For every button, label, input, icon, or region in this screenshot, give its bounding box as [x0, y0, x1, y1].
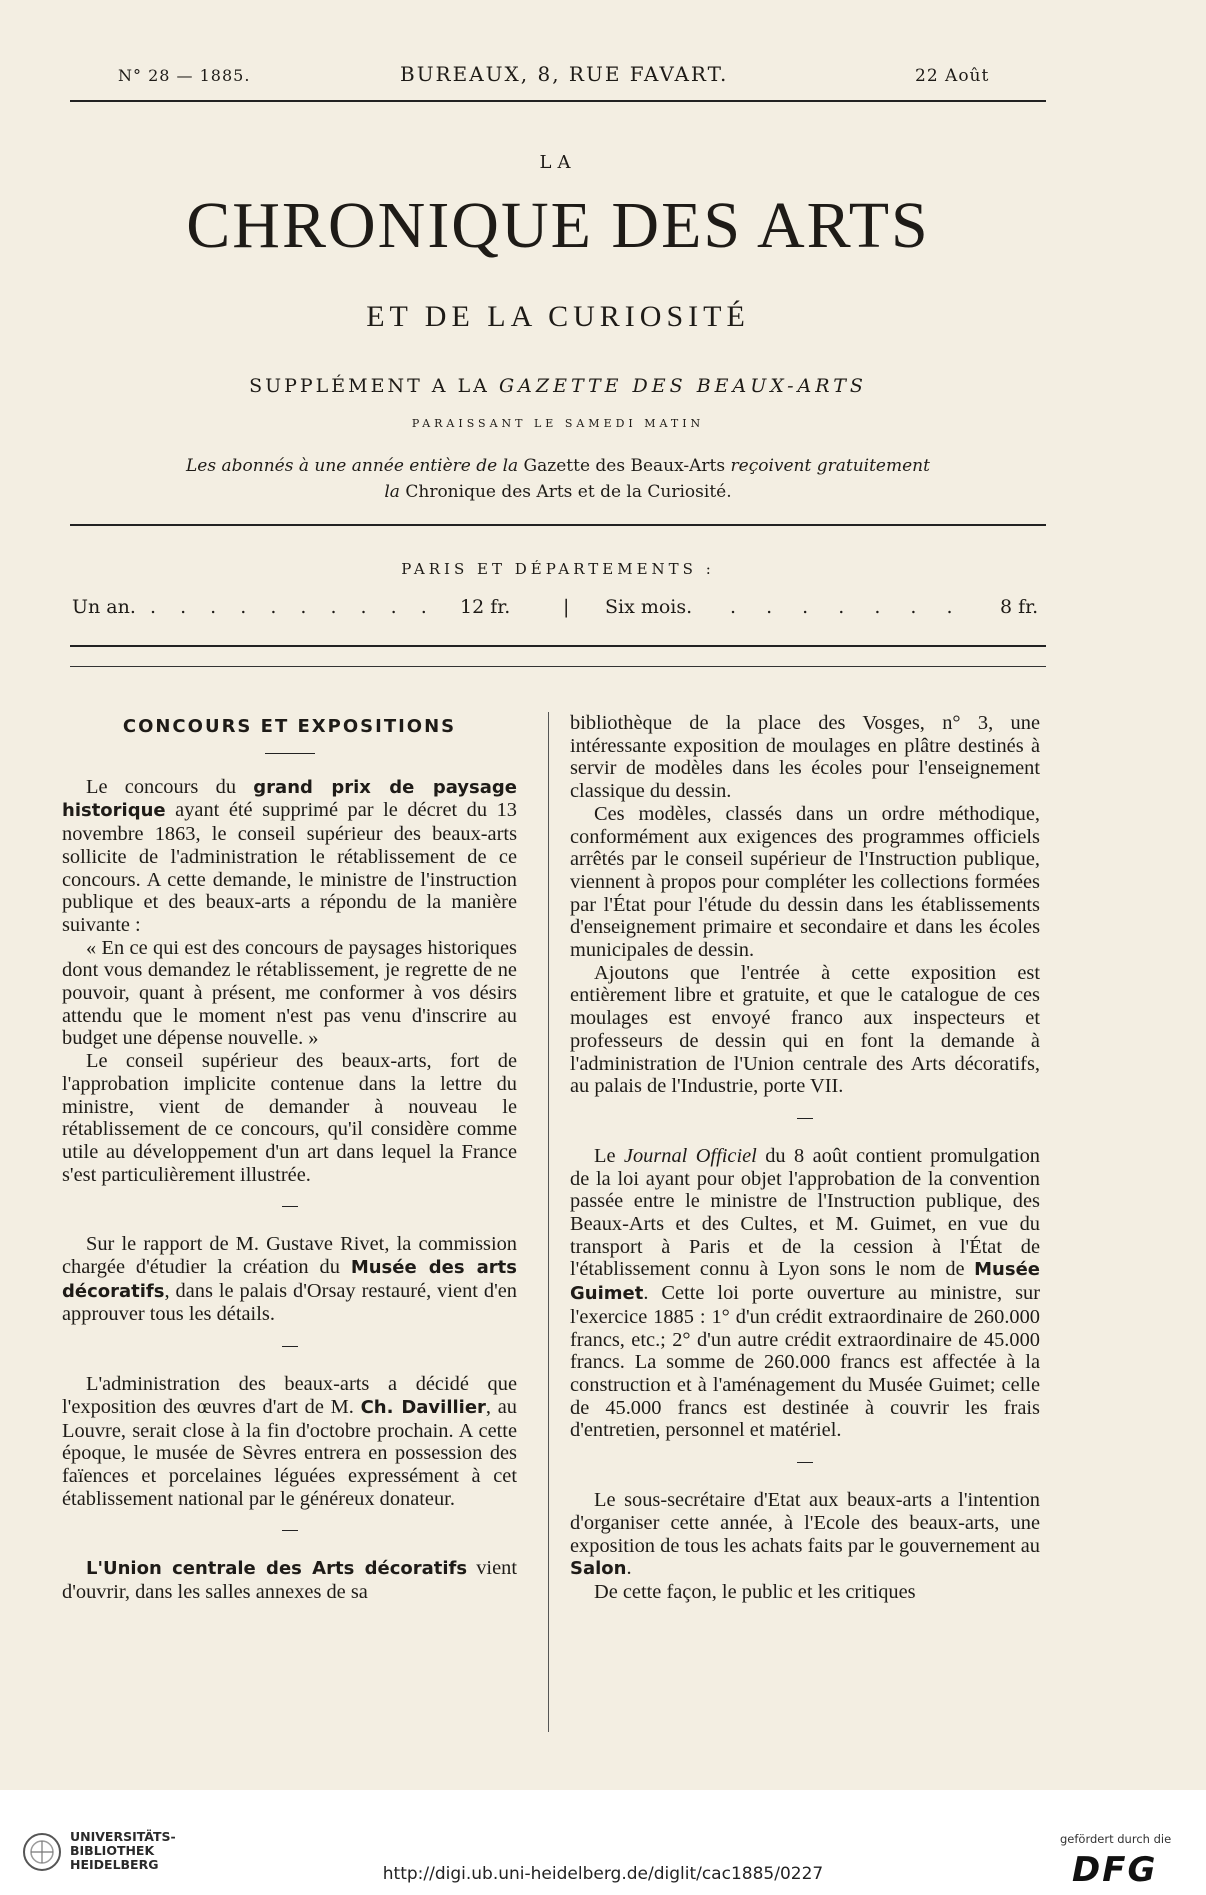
subscriber-note-line1: [70, 456, 1046, 476]
supplement-prefix: SUPPLÉMENT A LA: [249, 375, 490, 397]
paragraph-davillier: L'administration des beaux-arts a décidé que l'exposition des œuvres d'art de M. Ch. Davillier, au Louvre, serait close à la fin d'octobre prochain. A cette époque, le musée de Sèvres entrera en possession des faïences et porcelaines léguées expressément à cet établissement national par le généreux donateur.: [62, 1373, 517, 1510]
price-separator: |: [563, 596, 570, 618]
dfg-logo: DFG: [1072, 1850, 1158, 1890]
subscription-heading: PARIS ET DÉPARTEMENTS :: [401, 560, 715, 578]
masthead-subtitle: ET DE LA CURIOSITÉ: [366, 300, 750, 333]
supplement-line: [70, 375, 1046, 397]
columns-rule: [70, 666, 1046, 667]
header-rule: [70, 100, 1046, 102]
subscriber-note-b: Gazette des Beaux-Arts: [523, 456, 726, 476]
heading-rule: [265, 753, 315, 754]
paragraph-grand-prix: Le concours du grand prix de paysage historique ayant été supprimé par le décret du 13 novembre 1863, le conseil supérieur des beaux-arts sollicite de l'administration le rétablissement de ce concours. A cette demande, le ministre de l'instruction publique et des beaux-arts a répondu de la manière suivante :: [62, 775, 517, 936]
paragraph-union-centrale: L'Union centrale des Arts décoratifs vient d'ouvrir, dans les salles annexes de sa: [62, 1557, 517, 1604]
paragraph-conseil: Le conseil supérieur des beaux-arts, fort de l'approbation implicite contenue dans la lettre du ministre, vient de demander à nouveau le rétablissement de ce concours, qu'il considère comme utile au développement d'un art dans lequel la France s'est particulièrement illustrée.: [62, 1050, 517, 1186]
paragraph-modeles: Ces modèles, classés dans un ordre méthodique, conformément aux exigences des programmes officiels arrêtés par le conseil supérieur de l'Instruction publique, viennent à propos pour compléter les collections formées par l'État pour l'étude du dessin dans les établissements d'enseignement primaire et secondaire et dans les écoles municipales de dessin.: [570, 802, 1040, 962]
paragraph-musee-arts-decoratifs: Sur le rapport de M. Gustave Rivet, la commission chargée d'étudier la création du Musée des arts décoratifs, dans le palais d'Orsay restauré, vient d'en approuver tous les détails.: [62, 1233, 517, 1326]
publication-schedule: PARAISSANT LE SAMEDI MATIN: [411, 417, 705, 430]
half-year-label: Six mois.: [605, 596, 693, 618]
paragraph-bibliotheque: bibliothèque de la place des Vosges, n° 3, une intéressante exposition de moulages en plâtre destinés à servir de modèles dans les écoles pour l'enseignement classique du dessin.: [570, 712, 1040, 803]
issue-date: 22 Août: [915, 66, 990, 86]
subscriber-note-line2: [70, 482, 1046, 502]
paragraph-entree: Ajoutons que l'entrée à cette exposition est entièrement libre et gratuite, et que le catalogue de ces moulages est envoyé franco aux inspecteurs et professeurs de dessin qui en font la demande à l'administration de l'Union centrale des Arts décoratifs, au palais de l'Industrie, porte VII.: [570, 961, 1040, 1098]
subscriber-note-d: la: [384, 482, 400, 502]
paragraph-critiques: De cette façon, le public et les critiques: [594, 1580, 916, 1603]
separator-dash: [797, 1462, 813, 1463]
year-price: 12 fr.: [460, 596, 511, 618]
paragraph-minister-quote: « En ce qui est des concours de paysages historiques dont vous demandez le rétablissement, je regrette de ne pouvoir, quant à présent, me conformer à vos désirs attendu que le moment n'est pas venu d'inscrire au budget une dépense nouvelle. »: [62, 936, 517, 1050]
separator-dash: [282, 1530, 298, 1531]
separator-dash: [282, 1346, 298, 1347]
sponsor-caption: gefördert durch die: [1060, 1832, 1172, 1846]
column-divider: [548, 712, 549, 1732]
footer-bar: [0, 1790, 1206, 1895]
university-name: UNIVERSITÄTS- BIBLIOTHEK HEIDELBERG: [70, 1829, 176, 1872]
year-label: Un an.: [72, 596, 136, 618]
separator-dash: [797, 1118, 813, 1119]
paragraph-journal-officiel: Le Journal Officiel du 8 août contient promulgation de la loi ayant pour objet l'approbation de la convention passée entre le ministre de l'Instruction publique, des Beaux-Arts et des Cultes, et M. Guimet, en vue du transport à Paris et de la cession à l'État de l'établissement connu à Lyon sons le nom de Musée Guimet. Cette loi porte ouverture au ministre, sur l'exercice 1885 : 1° d'un crédit extraordinaire de 260.000 francs, etc.; 2° d'un autre crédit extraordinaire de 45.000 francs. La somme de 260.000 francs est affectée à la construction et à l'aménagement du Musée Guimet; celle de 45.000 francs est destinée à couvrir les frais d'entretien, personnel et matériel.: [570, 1144, 1040, 1442]
half-year-dots: . . . . . . .: [730, 596, 965, 618]
prices-rule: [70, 645, 1046, 647]
masthead-article: LA: [539, 152, 577, 173]
paragraph-salon: Le sous-secrétaire d'Etat aux beaux-arts a l'intention d'organiser cette année, à l'Ecole des beaux-arts, une exposition de tous les achats faits par le gouvernement au Salon.: [570, 1489, 1040, 1580]
bureau-address: BUREAUX, 8, RUE FAVART.: [400, 62, 729, 86]
section-heading: CONCOURS ET EXPOSITIONS: [122, 716, 457, 737]
issue-number: N° 28 — 1885.: [118, 66, 251, 85]
subscriber-note-e: Chronique des Arts et de la Curiosité.: [405, 482, 732, 502]
masthead-title: CHRONIQUE DES ARTS: [186, 189, 930, 262]
subscriber-note-c: reçoivent gratuitement: [730, 456, 930, 476]
column-right: [570, 712, 1040, 1604]
year-dots: . . . . . . . . . .: [150, 596, 436, 618]
subscriber-note-a: Les abonnés à une année entière de la: [186, 456, 519, 476]
separator-dash: [282, 1206, 298, 1207]
half-year-price: 8 fr.: [1000, 596, 1039, 618]
masthead-rule: [70, 524, 1046, 526]
column-left: [62, 712, 517, 1604]
source-url-link[interactable]: http://digi.ub.uni-heidelberg.de/diglit/cac1885/0227: [382, 1864, 824, 1884]
supplement-gazette: GAZETTE DES BEAUX-ARTS: [498, 375, 867, 397]
